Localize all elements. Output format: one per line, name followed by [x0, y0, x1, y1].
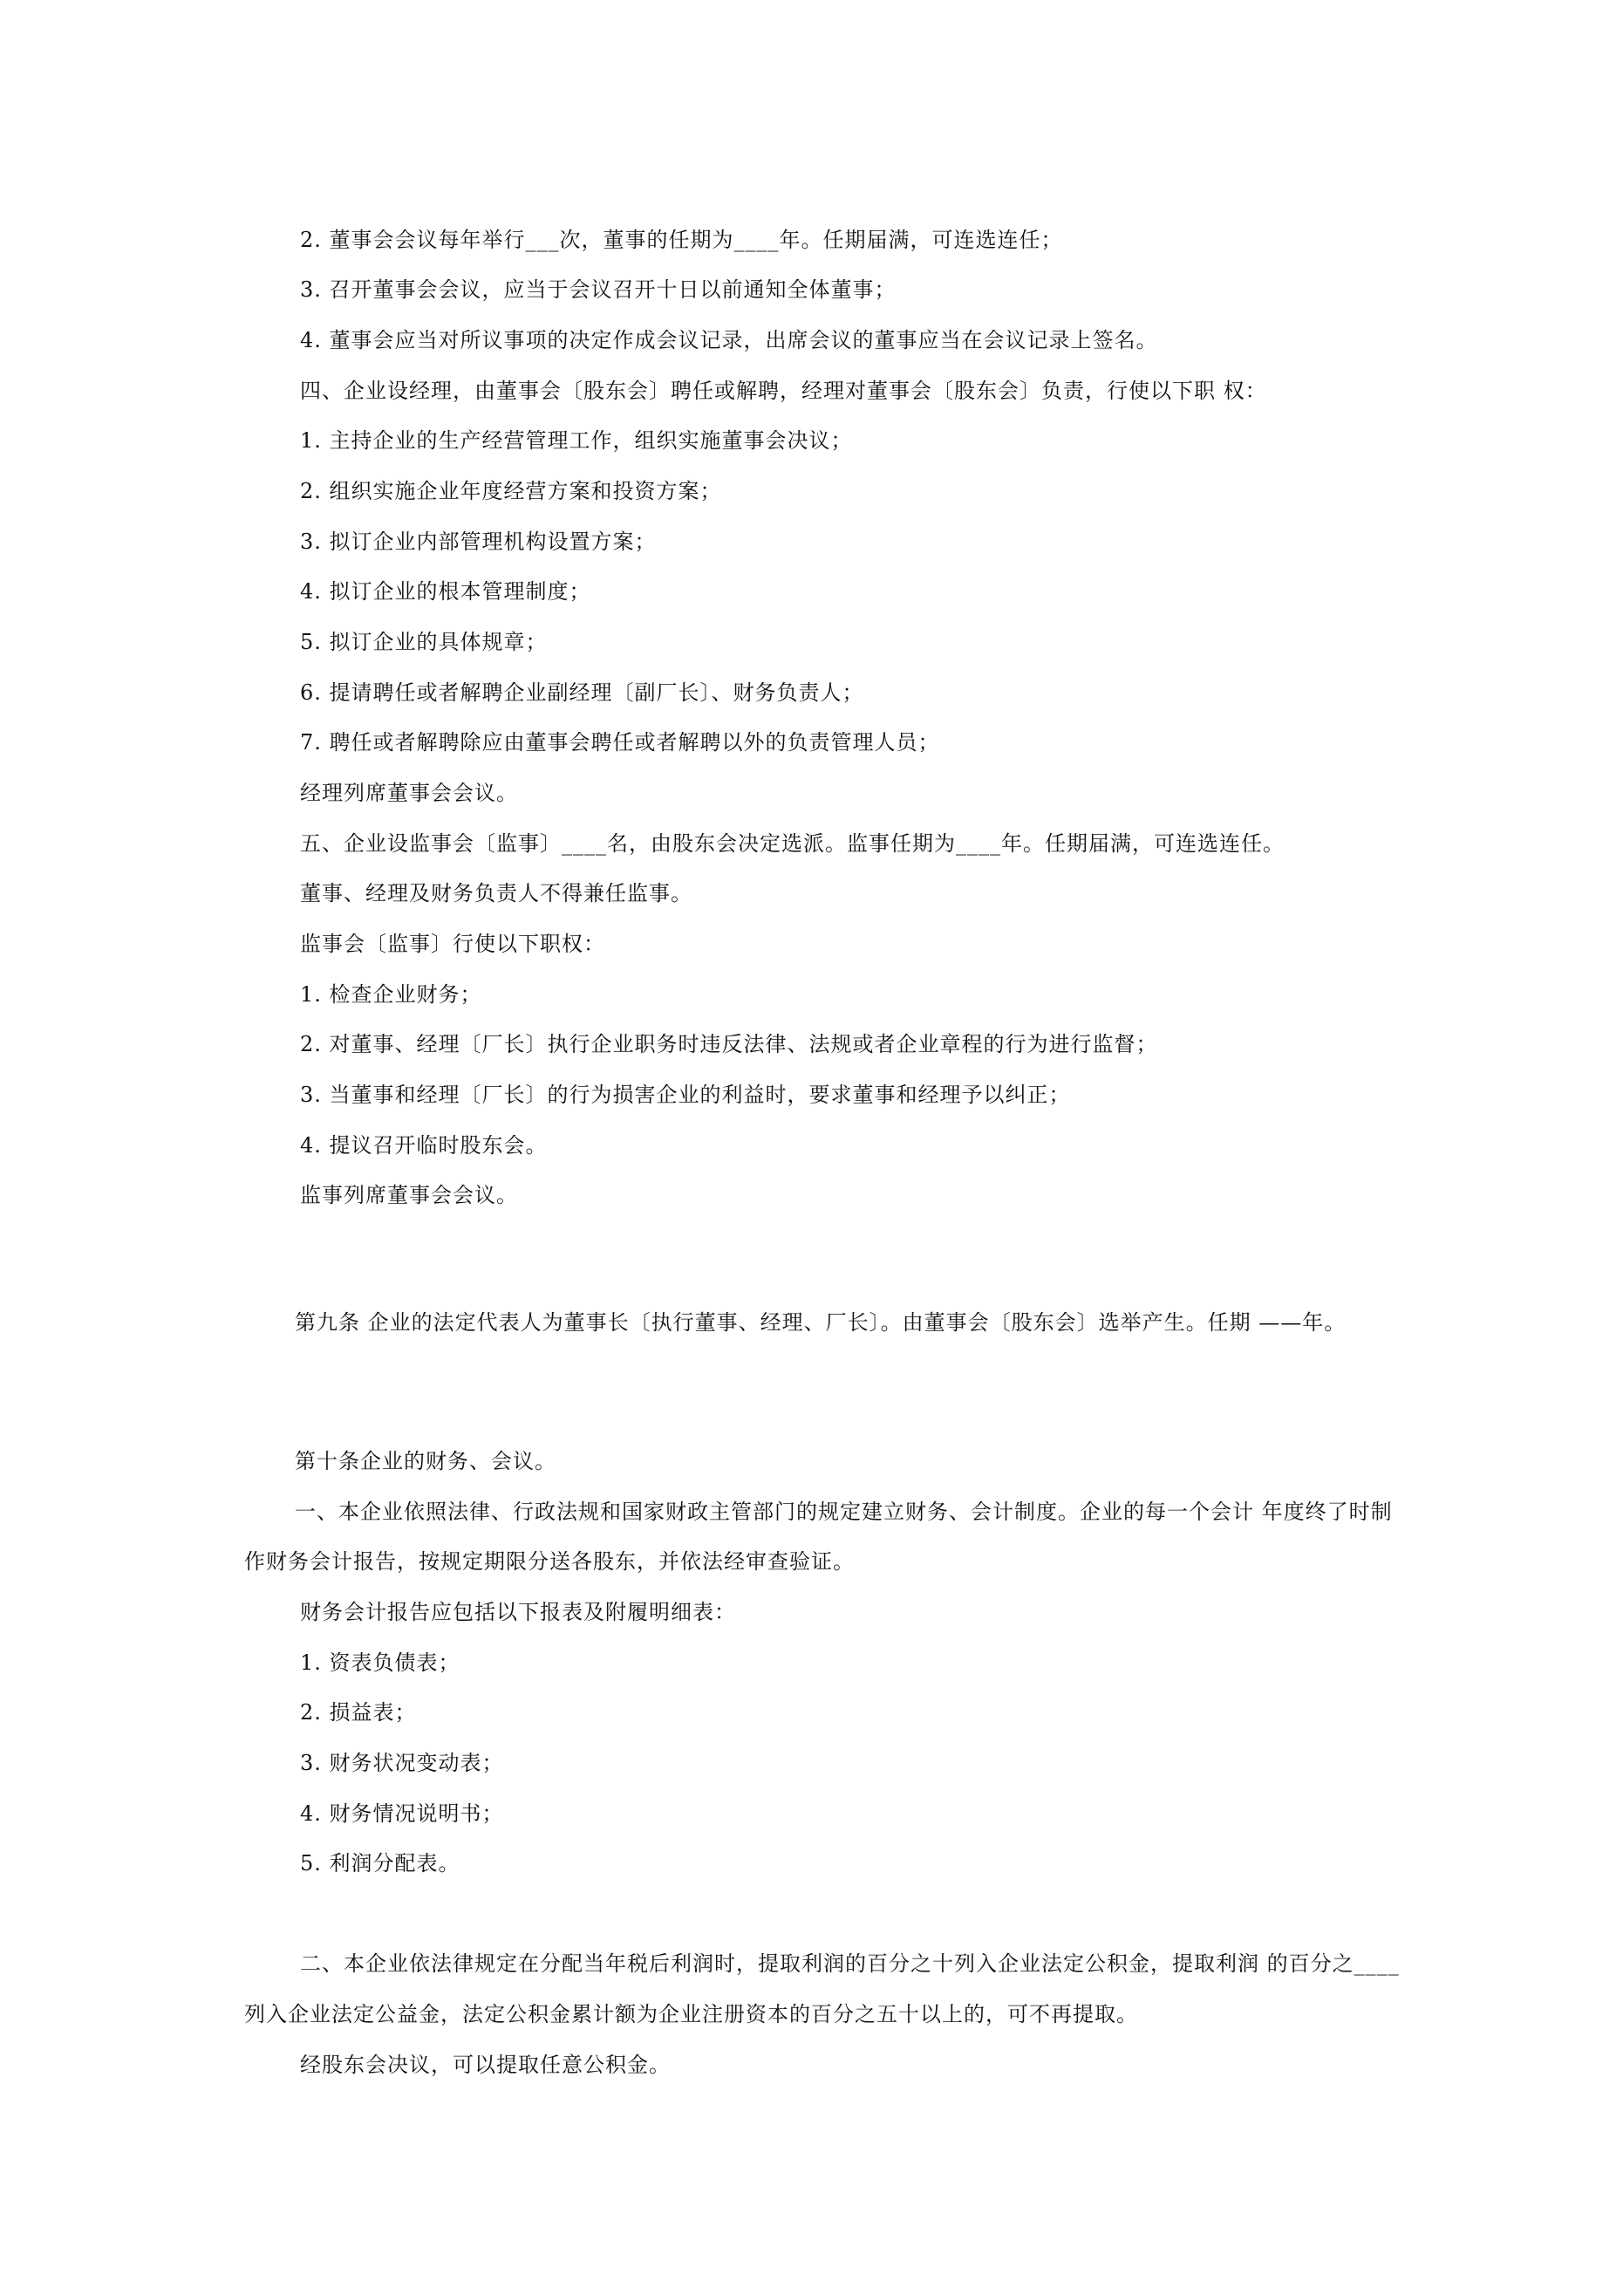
supervisor-item-3: 3. 当董事和经理〔厂长〕的行为损害企业的利益时，要求董事和经理予以纠正； [300, 1083, 1071, 1107]
manager-item-5: 5. 拟订企业的具体规章； [300, 630, 548, 654]
report-title: 财务会计报告应包括以下报表及附履明细表： [300, 1600, 736, 1624]
report-item-2: 2. 损益表； [300, 1700, 417, 1725]
supervisor-item-4: 4. 提议召开临时股东会。 [300, 1133, 548, 1158]
supervisor-item-1: 1. 检查企业财务； [300, 982, 482, 1007]
manager-item-7: 7. 聘任或者解聘除应由董事会聘任或者解聘以外的负责管理人员； [300, 730, 940, 755]
report-item-5: 5. 利润分配表。 [300, 1851, 460, 1876]
supervisor-section-title: 五、企业设监事会〔监事〕____名，由股东会决定选派。监事任期为____年。任期届满，可连选连任。 [300, 831, 1285, 856]
supervisor-attend-text: 监事列席董事会会议。 [300, 1183, 518, 1207]
supervisor-powers-title: 监事会〔监事〕行使以下职权： [300, 932, 605, 956]
report-item-1: 1. 资表负债表； [300, 1650, 460, 1675]
manager-item-4: 4. 拟订企业的根本管理制度； [300, 579, 591, 604]
supervisor-restriction: 董事、经理及财务负责人不得兼任监事。 [300, 881, 692, 905]
article-10-paragraph-1-line-1: 一、本企业依照法律、行政法规和国家财政主管部门的规定建立财务、会计制度。企业的每一个会计 年度终了时制 [295, 1500, 1393, 1524]
manager-item-6: 6. 提请聘任或者解聘企业副经理〔副厂长〕、财务负责人； [300, 680, 864, 705]
directors-item-2: 2. 董事会会议每年举行___次，董事的任期为____年。任期届满，可连选连任； [300, 228, 1063, 252]
manager-section-title: 四、企业设经理，由董事会〔股东会〕聘任或解聘，经理对董事会〔股东会〕负责，行使以下职 权： [300, 379, 1267, 403]
directors-item-4: 4. 董事会应当对所议事项的决定作成会议记录，出席会议的董事应当在会议记录上签名。 [300, 328, 1158, 352]
directors-item-3: 3. 召开董事会会议，应当于会议召开十日以前通知全体董事； [300, 277, 897, 302]
manager-item-1: 1. 主持企业的生产经营管理工作，组织实施董事会决议； [300, 428, 853, 453]
report-item-4: 4. 财务情况说明书； [300, 1801, 504, 1826]
manager-item-2: 2. 组织实施企业年度经营方案和投资方案； [300, 479, 722, 503]
article-10-title: 第十条企业的财务、会议。 [295, 1449, 556, 1473]
article-10-paragraph-2-line-3: 经股东会决议，可以提取任意公积金。 [300, 2053, 671, 2077]
manager-item-3: 3. 拟订企业内部管理机构设置方案； [300, 530, 657, 554]
article-10-paragraph-1-line-2: 作财务会计报告，按规定期限分送各股东，并依法经审查验证。 [244, 1549, 855, 1574]
supervisor-item-2: 2. 对董事、经理〔厂长〕执行企业职务时违反法律、法规或者企业章程的行为进行监督； [300, 1032, 1158, 1056]
manager-attend-text: 经理列席董事会会议。 [300, 781, 518, 805]
article-9: 第九条 企业的法定代表人为董事长〔执行董事、经理、厂长〕。由董事会〔股东会〕选举产生。任期 ——年。 [295, 1310, 1347, 1335]
article-10-paragraph-2-line-1: 二、本企业依法律规定在分配当年税后利润时，提取利润的百分之十列入企业法定公积金，提取利润 的百分之____ [300, 1951, 1400, 1976]
report-item-3: 3. 财务状况变动表； [300, 1751, 504, 1775]
article-10-paragraph-2-line-2: 列入企业法定公益金，法定公积金累计额为企业注册资本的百分之五十以上的，可不再提取。 [244, 2002, 1138, 2026]
